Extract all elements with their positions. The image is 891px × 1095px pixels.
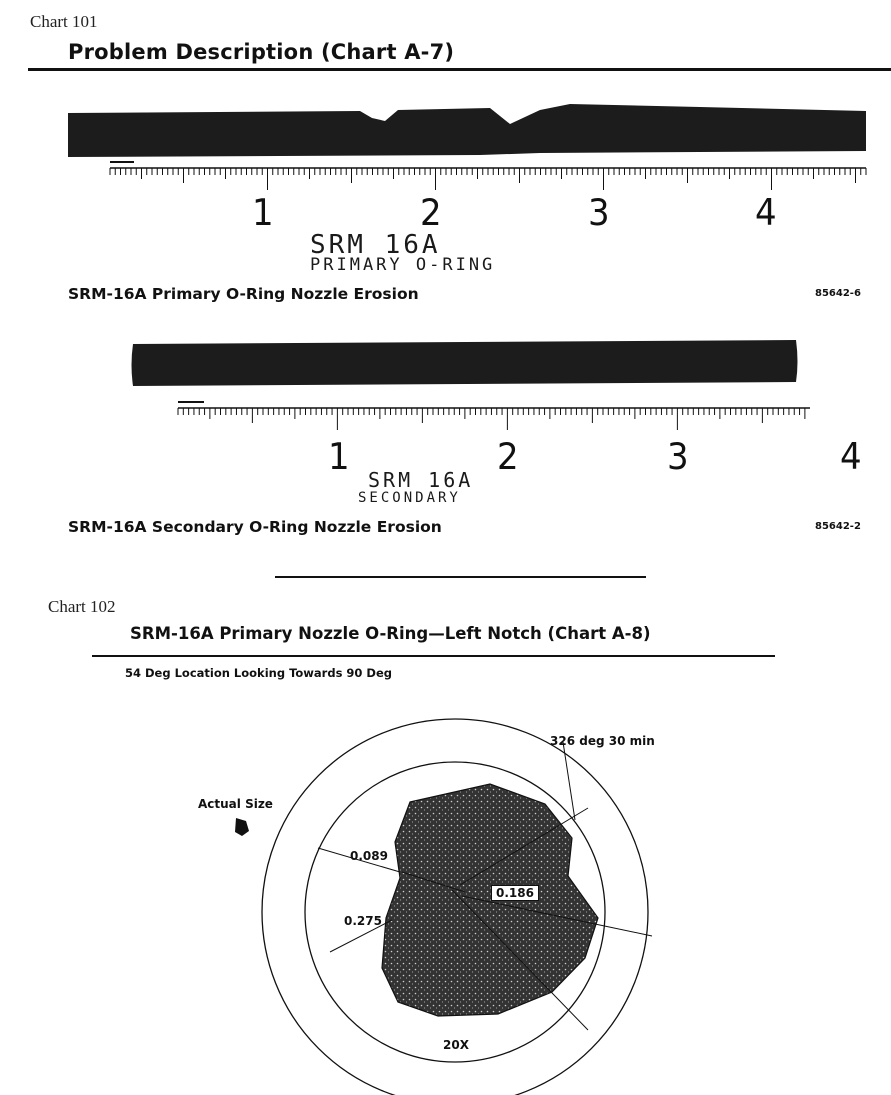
secondary-oring-strip — [132, 340, 798, 386]
primary-ruler-number-4: 4 — [755, 191, 777, 235]
oring-cross-section-diagram — [0, 680, 891, 1095]
chart-102-label: Chart 102 — [48, 597, 116, 616]
primary-handwriting-line1: SRM 16A — [310, 230, 441, 260]
primary-oring-strip — [68, 104, 866, 157]
actual-size-blob — [235, 818, 249, 836]
secondary-ruler-number-3: 3 — [667, 435, 689, 479]
secondary-caption: SRM-16A Secondary O-Ring Nozzle Erosion — [68, 518, 442, 536]
secondary-handwriting-line1: SRM 16A — [368, 468, 474, 492]
section-divider — [275, 576, 646, 578]
dimension-0-089: 0.089 — [350, 849, 388, 863]
magnification-label: 20X — [443, 1038, 469, 1052]
actual-size-label: Actual Size — [198, 797, 273, 811]
angle-label-leader — [563, 742, 575, 820]
primary-caption: SRM-16A Primary O-Ring Nozzle Erosion — [68, 285, 419, 303]
secondary-ruler-number-2: 2 — [497, 435, 519, 479]
primary-ruler-number-1: 1 — [252, 191, 274, 235]
secondary-handwriting-line2: SECONDARY — [358, 490, 461, 506]
primary-figure-code: 85642-6 — [815, 288, 861, 299]
chart-102-rule — [92, 655, 775, 657]
angle-label: 326 deg 30 min — [550, 734, 655, 748]
secondary-ruler-number-1: 1 — [328, 435, 350, 479]
primary-ruler-number-3: 3 — [588, 191, 610, 235]
dimension-0-275: 0.275 — [344, 914, 382, 928]
primary-ruler-number-2: 2 — [420, 191, 442, 235]
primary-handwriting-line2: PRIMARY O-RING — [310, 255, 496, 275]
oring-cross-section — [382, 784, 598, 1016]
secondary-figure-code: 85642-2 — [815, 521, 861, 532]
dimension-0-186: 0.186 — [491, 885, 539, 901]
secondary-ruler-number-4: 4 — [840, 435, 862, 479]
secondary-ruler — [178, 402, 810, 430]
chart-102-title: SRM-16A Primary Nozzle O-Ring—Left Notch (Chart A-8) — [130, 624, 651, 643]
chart-102-subtitle: 54 Deg Location Looking Towards 90 Deg — [125, 666, 393, 680]
primary-ruler — [110, 162, 866, 190]
chart-101-title: Problem Description (Chart A-7) — [68, 40, 455, 64]
chart-101-label: Chart 101 — [30, 12, 98, 31]
